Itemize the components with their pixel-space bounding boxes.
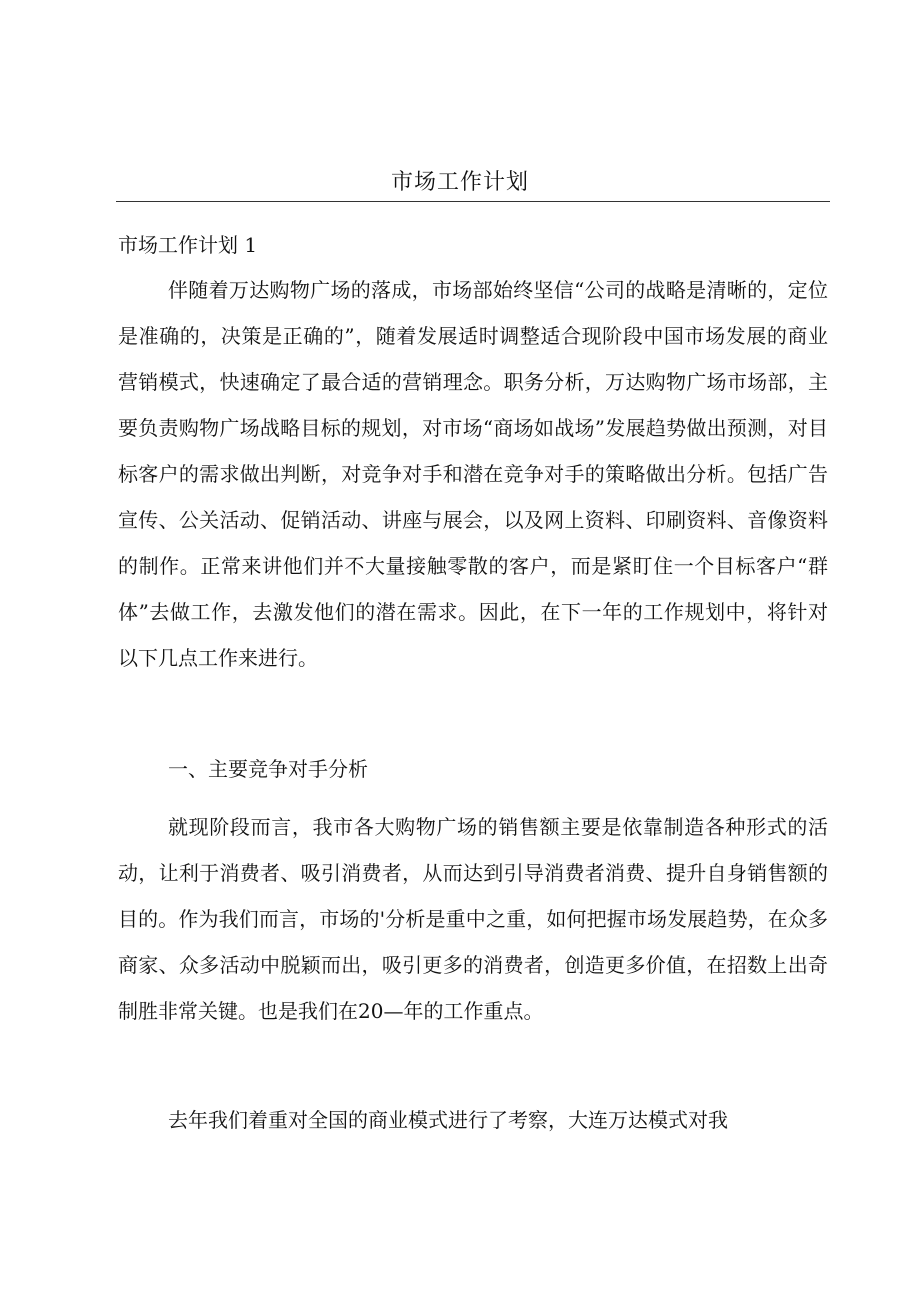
paragraph-last-year: 去年我们着重对全国的商业模式进行了考察，大连万达模式对我 (168, 1108, 728, 1132)
page-title: 市场工作计划 (390, 170, 529, 195)
section-heading: 市场工作计划 1 (118, 233, 258, 257)
subheading-competitor-analysis: 一、主要竞争对手分析 (168, 757, 368, 781)
paragraph-competitor-analysis: 就现阶段而言，我市各大购物广场的销售额主要是依靠制造各种形式的活动，让利于消费者、吸引消费者，从而达到引导消费者消费、提升自身销售额的目的。作为我们而言，市场的'分析是重中之重，如何把握市场发展趋势，在众多商家、众多活动中脱颖而出，吸引更多的消费者，创造更多价值，在招数上出奇制胜非常关键。也是我们在20—年的工作重点。 (118, 815, 828, 1023)
paragraph-intro: 伴随着万达购物广场的落成，市场部始终坚信“公司的战略是清晰的，定位是准确的，决策是正确的”，随着发展适时调整适合现阶段中国市场发展的商业营销模式，快速确定了最合适的营销理念。职务分析，万达购物广场市场部，主要负责购物广场战略目标的规划，对市场“商场如战场”发展趋势做出预测，对目标客户的需求做出判断，对竞争对手和潜在竞争对手的策略做出分析。包括广告宣传、公关活动、促销活动、讲座与展会，以及网上资料、印刷资料、音像资料的制作。正常来讲他们并不大量接触零散的客户，而是紧盯住一个目标客户“群体”去做工作，去激发他们的潜在需求。因此，在下一年的工作规划中，将针对以下几点工作来进行。 (118, 278, 828, 670)
title-divider (116, 201, 830, 202)
